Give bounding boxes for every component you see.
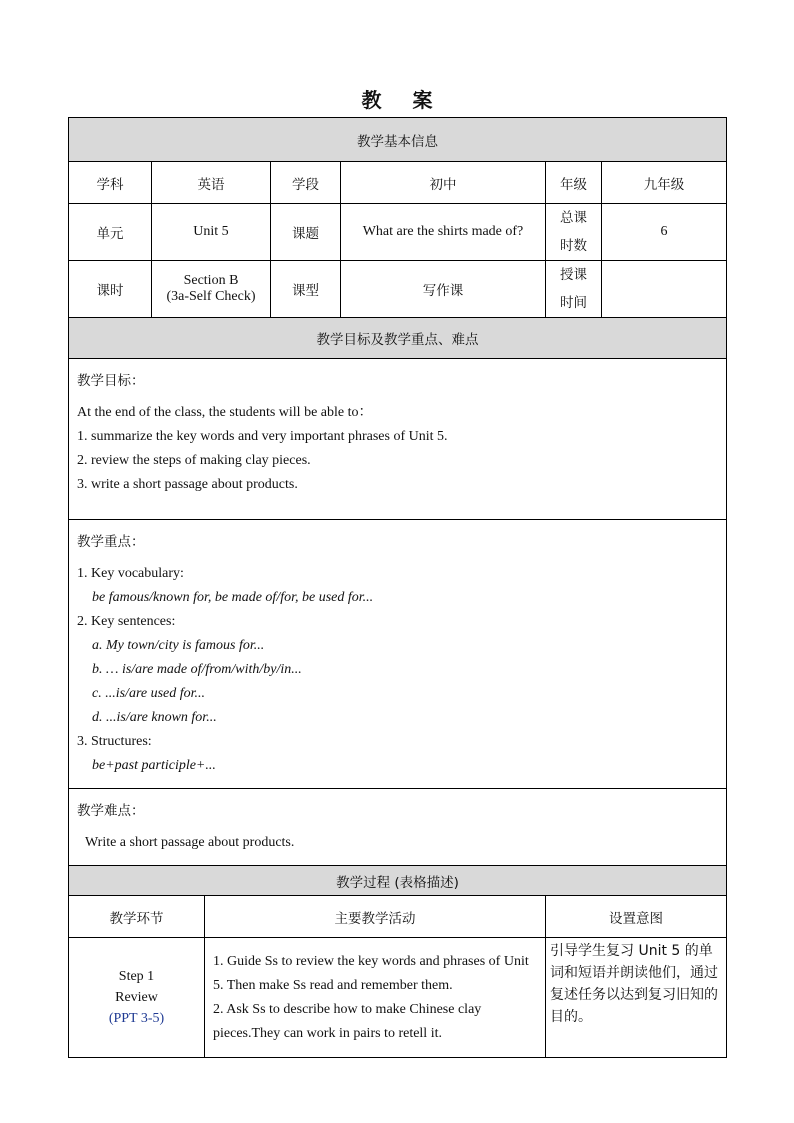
step-ppt: (PPT 3-5) bbox=[108, 1011, 165, 1026]
objective-line: 1. summarize the key words and very important phrases of Unit 5. bbox=[77, 429, 448, 444]
total-hours-value: 6 bbox=[602, 204, 727, 261]
key-vocab-label: 1. Key vocabulary: bbox=[77, 566, 184, 581]
process-step-cell bbox=[69, 938, 205, 1058]
total-hours-label bbox=[546, 204, 602, 261]
key-points-heading: 教学重点： bbox=[77, 534, 145, 550]
page-title: 教 案 bbox=[361, 88, 445, 112]
process-col-step: 教学环节 bbox=[69, 896, 205, 938]
key-sentence: b. … is/are made of/from/with/by/in... bbox=[92, 662, 302, 677]
key-vocab: be famous/known for, be made of/for, be used for... bbox=[92, 590, 374, 605]
goals-header: 教学目标及教学重点、难点 bbox=[69, 318, 727, 359]
grade-value: 九年级 bbox=[602, 162, 727, 204]
basic-info-header: 教学基本信息 bbox=[69, 118, 727, 162]
objective-line: At the end of the class, the students will be able to： bbox=[77, 405, 373, 420]
objective-line: 3. write a short passage about products. bbox=[77, 477, 298, 492]
step-name: Review bbox=[115, 990, 158, 1005]
stage-label: 学段 bbox=[271, 162, 341, 204]
structures: be+past participle+... bbox=[92, 758, 216, 773]
grade-label: 年级 bbox=[546, 162, 602, 204]
process-header: 教学过程 (表格描述) bbox=[69, 866, 727, 896]
objectives-heading: 教学目标： bbox=[77, 373, 145, 389]
subject-value: 英语 bbox=[152, 162, 271, 204]
subject-label: 学科 bbox=[69, 162, 152, 204]
unit-value: Unit 5 bbox=[152, 204, 271, 261]
topic-value: What are the shirts made of? bbox=[341, 204, 546, 261]
key-points-cell bbox=[69, 520, 727, 789]
lesson-type-label: 课型 bbox=[271, 261, 341, 318]
process-activity-cell bbox=[205, 938, 546, 1058]
topic-label: 课题 bbox=[271, 204, 341, 261]
lesson-value-line2: (3a-Self Check) bbox=[166, 289, 256, 304]
activity-item: 1. Guide Ss to review the key words and phrases of Unit 5. Then make Ss read and remember them. bbox=[213, 953, 529, 993]
difficulty-heading: 教学难点： bbox=[77, 803, 145, 819]
objectives-cell bbox=[69, 359, 727, 520]
difficulty-cell bbox=[69, 789, 727, 866]
lesson-plan-table bbox=[68, 117, 727, 1058]
key-sentence: c. ...is/are used for... bbox=[92, 686, 206, 701]
lesson-value bbox=[152, 261, 271, 318]
key-sentence: a. My town/city is famous for... bbox=[92, 638, 265, 653]
key-sentence: d. ...is/are known for... bbox=[92, 710, 217, 725]
stage-value: 初中 bbox=[341, 162, 546, 204]
teaching-time-label bbox=[546, 261, 602, 318]
objective-line: 2. review the steps of making clay pieces. bbox=[77, 453, 311, 468]
teaching-time-label-line2: 时间 bbox=[560, 295, 587, 311]
process-col-purpose: 设置意图 bbox=[546, 896, 727, 938]
unit-label: 单元 bbox=[69, 204, 152, 261]
difficulty-text: Write a short passage about products. bbox=[85, 835, 295, 850]
lesson-type-value: 写作课 bbox=[341, 261, 546, 318]
structures-label: 3. Structures: bbox=[77, 734, 152, 749]
process-purpose-cell: 引导学生复习 Unit 5 的单词和短语并朗读他们，通过复述任务以达到复习旧知的目的。 bbox=[546, 938, 727, 1058]
total-hours-label-line1: 总课 bbox=[560, 210, 587, 226]
process-col-activity: 主要教学活动 bbox=[205, 896, 546, 938]
step-number: Step 1 bbox=[118, 969, 155, 984]
teaching-time-label-line1: 授课 bbox=[560, 267, 587, 283]
lesson-label: 课时 bbox=[69, 261, 152, 318]
teaching-time-value bbox=[602, 261, 727, 318]
activity-item: 2. Ask Ss to describe how to make Chinese clay pieces.They can work in pairs to retell it. bbox=[213, 1001, 482, 1041]
key-sentences-label: 2. Key sentences: bbox=[77, 614, 176, 629]
total-hours-label-line2: 时数 bbox=[560, 238, 587, 254]
lesson-value-line1: Section B bbox=[183, 273, 239, 288]
